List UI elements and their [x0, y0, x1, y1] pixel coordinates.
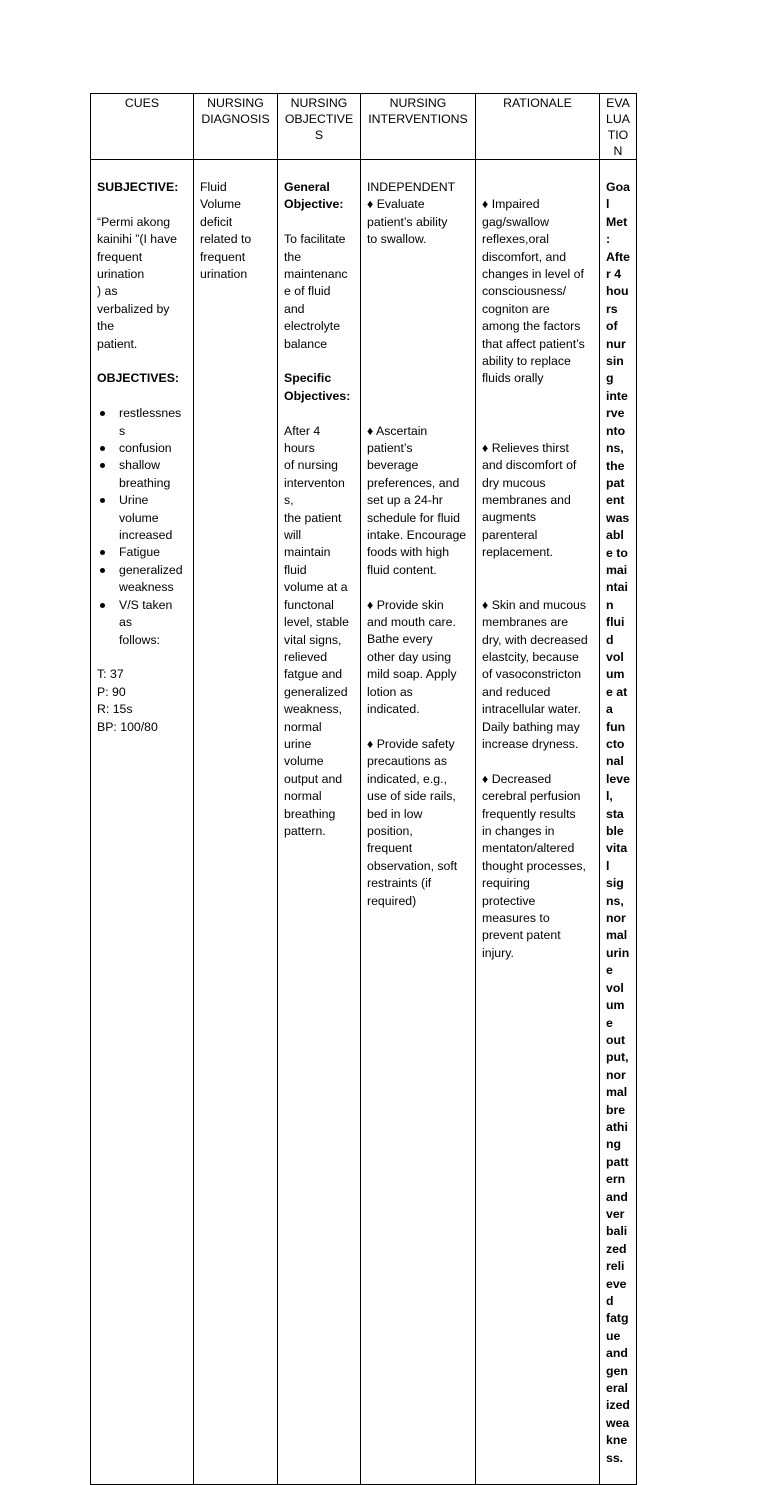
- header-nursing-objectives: NURSING OBJECTIVES: [278, 94, 361, 160]
- specific-objectives-text: After 4 hours of nursing interventon s, the patient will maintain fluid volume at a functonal level, stable vital signs, relieved fatgue and generalized weakness, normal urine volume output and normal breathing pattern.: [284, 423, 349, 838]
- list-item: generalized weakness: [97, 562, 187, 597]
- vital-signs: [97, 666, 187, 736]
- subjective-label: SUBJECTIVE:: [97, 180, 179, 194]
- intervention-item: ♦ Provide safety precautions as indicated, e.g., use of side rails, bed in low position, frequent observation, soft restraints (if required): [367, 736, 458, 908]
- subjective-quote: “Permi akong kainihi ”(I have frequent urination ) as verbalized by the patient.: [97, 214, 177, 351]
- vital-respiration: R: 15s: [97, 702, 133, 717]
- rationale-item: ♦ Impaired gag/swallow reflexes,oral discomfort, and changes in level of consciousness/ cogniton are among the factors that affect patient’s ability to replace fluids orally: [482, 197, 585, 386]
- nursing-care-plan-table: [90, 93, 637, 1485]
- diagnosis-text: Fluid Volume deficit related to frequent urination: [200, 180, 252, 282]
- table-header-row: [91, 94, 637, 160]
- vital-pulse: P: 90: [97, 684, 126, 699]
- specific-objectives-label: Specific Objectives:: [284, 371, 351, 403]
- list-item: confusion: [97, 440, 187, 457]
- table-body-row: [91, 160, 637, 1485]
- intervention-item: ♦ Provide skin and mouth care. Bathe every other day using mild soap. Apply lotion as indicated.: [367, 597, 457, 717]
- header-nursing-diagnosis: NURSING DIAGNOSIS: [194, 94, 278, 160]
- header-cues: CUES: [91, 94, 194, 160]
- vital-temperature: T: 37: [97, 667, 124, 682]
- intervention-item: ♦ Evaluate patient’s ability to swallow.: [367, 197, 448, 247]
- interventions-cell: [361, 160, 476, 1485]
- list-item: Urine volume increased: [97, 492, 187, 544]
- cues-cell: [91, 160, 194, 1485]
- header-rationale: RATIONALE: [476, 94, 600, 160]
- header-evaluation: EVALUATION: [600, 94, 637, 160]
- rationale-item: ♦ Relieves thirst and discomfort of dry mucous membranes and augments parenteral replacement.: [482, 440, 577, 560]
- vital-blood-pressure: BP: 100/80: [97, 719, 158, 734]
- list-item: Fatigue: [97, 544, 187, 561]
- objectives-label: OBJECTIVES:: [97, 371, 179, 386]
- evaluation-text: Goal Met: After 4 hours of nursing interventons, the patent was able to maintain fluid volume at a functonal level, stable vital signs, normal urine volume output, normal breathing pattern and verbalized relieved fatgue and generalized weakness.: [606, 180, 630, 1465]
- header-nursing-interventions: NURSING INTERVENTIONS: [361, 94, 476, 160]
- evaluation-cell: [600, 160, 637, 1485]
- general-objective-label: General Objective:: [284, 180, 344, 212]
- independent-label: INDEPENDENT: [367, 180, 456, 194]
- intervention-item: ♦ Ascertain patient’s beverage preferences, and set up a 24-hr schedule for fluid intake. Encourage foods with high fluid content.: [367, 423, 467, 577]
- objectives-cell: [278, 160, 361, 1485]
- list-item: shallow breathing: [97, 457, 187, 492]
- list-item: V/S taken as follows:: [97, 597, 187, 649]
- rationale-item: ♦ Skin and mucous membranes are dry, with decreased elastcity, because of vasoconstricton and reduced intracellular water. Daily bathing may increase dryness.: [482, 597, 588, 751]
- list-item: restlessnes s: [97, 405, 187, 440]
- general-objective-text: To facilitate the maintenanc e of fluid and electrolyte balance: [284, 232, 348, 351]
- diagnosis-cell: [194, 160, 278, 1485]
- rationale-item: ♦ Decreased cerebral perfusion frequently results in changes in mentaton/altered thought processes, requiring protective measures to prevent patent injury.: [482, 771, 586, 960]
- rationale-cell: [476, 160, 600, 1485]
- objective-cues-list: [97, 405, 187, 649]
